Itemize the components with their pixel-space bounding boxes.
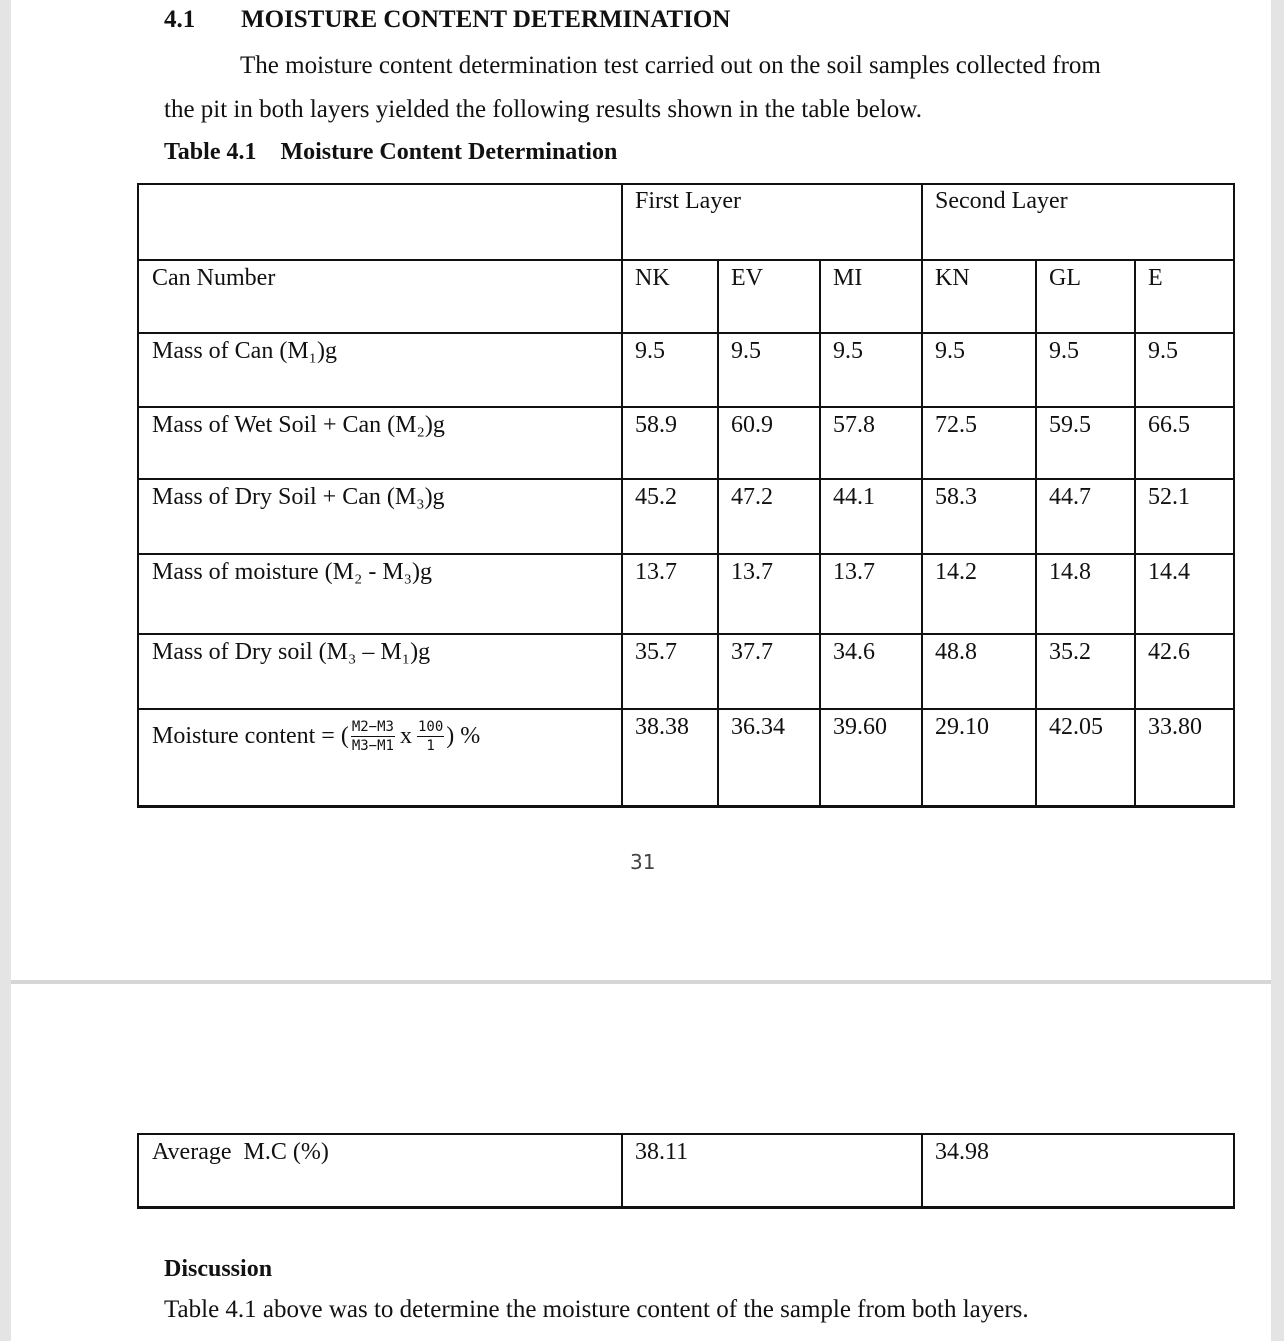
table-cell: MI xyxy=(820,260,922,333)
table-caption xyxy=(164,139,617,166)
table-cell: 9.5 xyxy=(820,333,922,407)
table-cell: 52.1 xyxy=(1135,479,1234,554)
table-cell: 36.34 xyxy=(718,709,820,806)
fraction-denominator: 1 xyxy=(426,738,435,754)
table-cell: EV xyxy=(718,260,820,333)
table-caption-label: Table 4.1 xyxy=(164,139,257,165)
table-cell: 14.2 xyxy=(922,554,1036,634)
table-cell: 38.11 xyxy=(622,1134,922,1207)
formula-fraction-100 xyxy=(417,720,444,753)
table-header-row xyxy=(138,184,1234,260)
table-cell: 14.4 xyxy=(1135,554,1234,634)
table-cell: 37.7 xyxy=(718,634,820,709)
row-label-mass-of-moisture: Mass of moisture (M₂ - M₃)g xyxy=(138,554,622,634)
table-cell: 9.5 xyxy=(622,333,718,407)
table-row xyxy=(138,479,1234,554)
formula-fraction xyxy=(351,720,395,753)
intro-line-2: the pit in both layers yielded the following results shown in the table below. xyxy=(164,96,922,123)
second-layer-header: Second Layer xyxy=(922,184,1234,260)
table-cell: 13.7 xyxy=(820,554,922,634)
row-label-can-number: Can Number xyxy=(138,260,622,333)
header-blank-cell xyxy=(138,184,622,260)
viewer-left-edge xyxy=(0,0,11,1341)
table-cell: GL xyxy=(1036,260,1135,333)
table-cell: 29.10 xyxy=(922,709,1036,806)
table-cell: 42.05 xyxy=(1036,709,1135,806)
row-label-wet-soil-can: Mass of Wet Soil + Can (M₂)g xyxy=(138,407,622,479)
table-cell: 34.98 xyxy=(922,1134,1234,1207)
fraction-numerator: M2−M3 xyxy=(351,719,394,735)
fraction-denominator: M3−M1 xyxy=(351,738,394,754)
table-cell: 66.5 xyxy=(1135,407,1234,479)
table-cell: 42.6 xyxy=(1135,634,1234,709)
table-cell: 9.5 xyxy=(718,333,820,407)
table-cell: 44.1 xyxy=(820,479,922,554)
table-cell: 9.5 xyxy=(1036,333,1135,407)
average-mc-label: Average M.C (%) xyxy=(138,1134,622,1207)
page-number: 31 xyxy=(630,850,656,874)
table-cell: 35.7 xyxy=(622,634,718,709)
table-cell: 72.5 xyxy=(922,407,1036,479)
table-row xyxy=(138,407,1234,479)
table-cell: 35.2 xyxy=(1036,634,1135,709)
table-cell: 33.80 xyxy=(1135,709,1234,806)
section-title: MOISTURE CONTENT DETERMINATION xyxy=(241,6,731,33)
table-caption-title: Moisture Content Determination xyxy=(280,139,618,165)
table-cell: 34.6 xyxy=(820,634,922,709)
table-cell: 9.5 xyxy=(922,333,1036,407)
table-cell: 60.9 xyxy=(718,407,820,479)
formula-times: x xyxy=(399,723,412,750)
first-layer-header: First Layer xyxy=(622,184,922,260)
row-label-mass-of-dry-soil: Mass of Dry soil (M₃ – M₁)g xyxy=(138,634,622,709)
table-cell: KN xyxy=(922,260,1036,333)
table-cell: 9.5 xyxy=(1135,333,1234,407)
table-cell: 14.8 xyxy=(1036,554,1135,634)
page-separator xyxy=(11,980,1271,984)
viewer-right-edge xyxy=(1271,0,1284,1341)
table-row xyxy=(138,634,1234,709)
table-row xyxy=(138,1134,1234,1207)
discussion-heading: Discussion xyxy=(164,1256,273,1282)
table-cell: 47.2 xyxy=(718,479,820,554)
table-cell: 58.9 xyxy=(622,407,718,479)
table-cell: 44.7 xyxy=(1036,479,1135,554)
table-row xyxy=(138,333,1234,407)
formula-prefix: Moisture content = ( xyxy=(152,723,349,750)
moisture-content-formula xyxy=(152,720,480,753)
table-cell: 45.2 xyxy=(622,479,718,554)
table-cell: 13.7 xyxy=(622,554,718,634)
row-label-mass-of-can: Mass of Can (M₁)g xyxy=(138,333,622,407)
table-cell: 13.7 xyxy=(718,554,820,634)
moisture-content-table xyxy=(137,183,1235,808)
table-cell: 58.3 xyxy=(922,479,1036,554)
row-label-dry-soil-can: Mass of Dry Soil + Can (M₃)g xyxy=(138,479,622,554)
fraction-numerator: 100 xyxy=(417,719,444,735)
section-number: 4.1 xyxy=(164,6,196,33)
table-cell: 59.5 xyxy=(1036,407,1135,479)
table-cell: 38.38 xyxy=(622,709,718,806)
row-label-moisture-content xyxy=(138,709,622,806)
table-cell: NK xyxy=(622,260,718,333)
table-row xyxy=(138,709,1234,806)
table-cell: 39.60 xyxy=(820,709,922,806)
discussion-text: Table 4.1 above was to determine the moisture content of the sample from both layers. xyxy=(164,1296,1029,1323)
table-cell: 48.8 xyxy=(922,634,1036,709)
table-cell: E xyxy=(1135,260,1234,333)
table-row xyxy=(138,260,1234,333)
intro-line-1: The moisture content determination test carried out on the soil samples collected from xyxy=(240,52,1101,79)
formula-suffix: ) % xyxy=(446,723,481,750)
table-cell: 57.8 xyxy=(820,407,922,479)
table-row xyxy=(138,554,1234,634)
average-mc-table xyxy=(137,1133,1235,1209)
